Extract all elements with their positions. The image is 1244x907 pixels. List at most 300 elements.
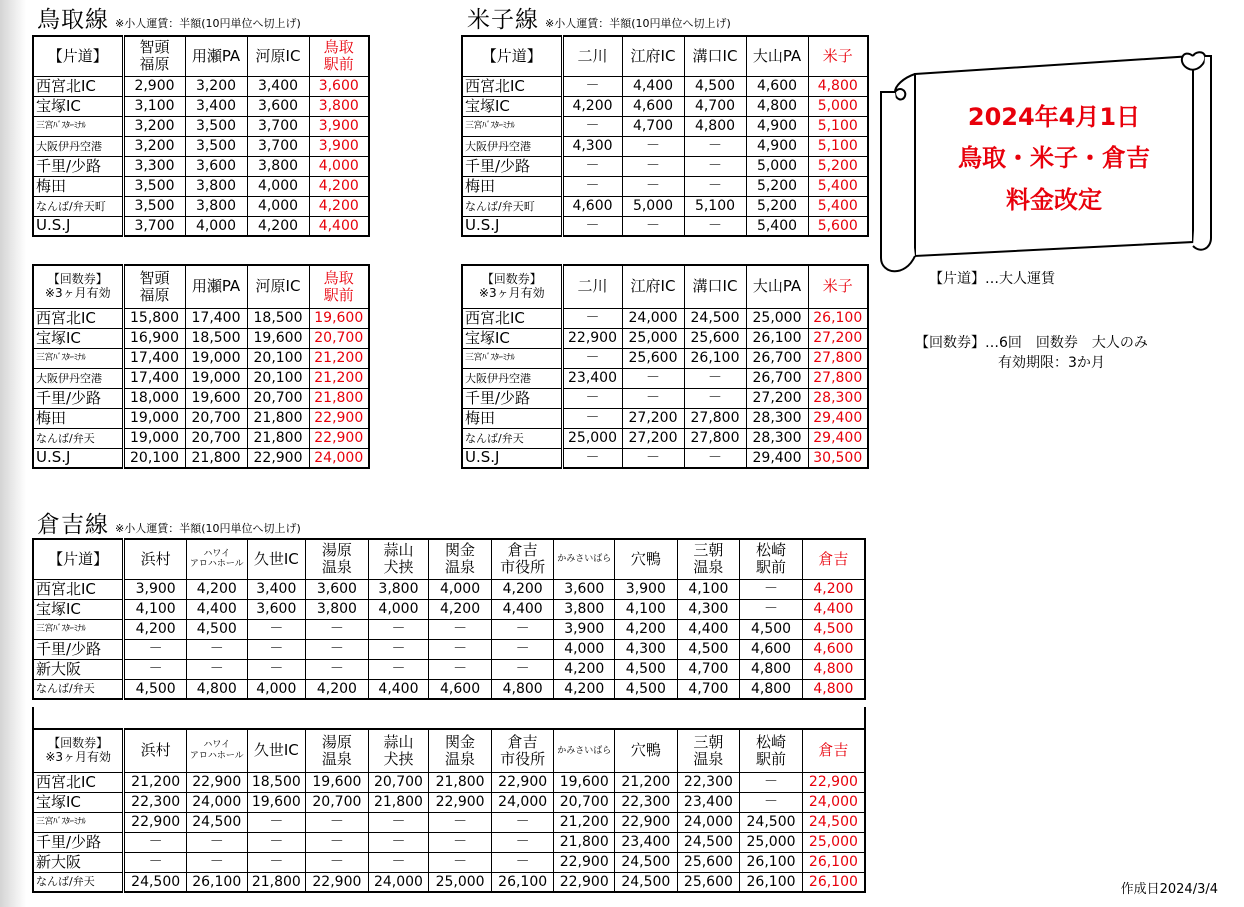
yonago-oneway-fare: 5,200 xyxy=(746,176,808,196)
kurayoshi-coupon-fare: 20,700 xyxy=(554,792,615,812)
kurayoshi-coupon-col-header: 倉吉 xyxy=(802,729,865,772)
tottori-coupon-origin: 三宮ﾊﾞｽﾀｰﾐﾅﾙ xyxy=(33,348,123,368)
yonago-oneway-row xyxy=(462,136,868,156)
kurayoshi-oneway-fare: 4,000 xyxy=(429,579,492,599)
yonago-coupon-fare: 27,200 xyxy=(622,428,684,448)
kurayoshi-oneway-col-header: 蒜山 犬挟 xyxy=(368,539,429,579)
kurayoshi-coupon-fare: 22,300 xyxy=(124,792,187,812)
kurayoshi-oneway-fare: － xyxy=(306,639,369,659)
tottori-oneway-fare: 3,800 xyxy=(185,176,247,196)
kurayoshi-coupon-fare: － xyxy=(740,772,803,792)
yonago-coupon-fare: － xyxy=(562,448,622,468)
yonago-oneway-fare: 5,000 xyxy=(808,96,868,116)
kurayoshi-coupon-fare: 26,100 xyxy=(491,872,554,892)
kurayoshi-coupon-col-header: 関金 温泉 xyxy=(429,729,492,772)
tottori-coupon-fare: 21,800 xyxy=(247,428,309,448)
yonago-oneway-fare: 4,200 xyxy=(562,96,622,116)
tottori-oneway-fare: 3,500 xyxy=(185,136,247,156)
kurayoshi-coupon-fare: 20,700 xyxy=(368,772,429,792)
kurayoshi-oneway-fare: 4,100 xyxy=(677,579,740,599)
kurayoshi-coupon-fare: － xyxy=(368,832,429,852)
tottori-coupon-fare: 17,400 xyxy=(123,368,185,388)
tottori-coupon-fare: 21,800 xyxy=(185,448,247,468)
kurayoshi-table-spacer xyxy=(32,707,866,728)
yonago-coupon-fare: 26,700 xyxy=(746,368,808,388)
kurayoshi-oneway-fare: 4,400 xyxy=(802,599,865,619)
kurayoshi-coupon-fare: 24,000 xyxy=(186,792,247,812)
kurayoshi-coupon-fare: － xyxy=(306,852,369,872)
tottori-coupon-fare: 20,100 xyxy=(247,368,309,388)
kurayoshi-oneway-fare: 4,100 xyxy=(615,599,678,619)
kurayoshi-oneway-fare: － xyxy=(247,659,306,679)
kurayoshi-oneway-fare: 4,200 xyxy=(429,599,492,619)
tottori-oneway-fare: 4,000 xyxy=(247,176,309,196)
kurayoshi-child-fare-note: ※小人運賃：半額(10円単位へ切上げ) xyxy=(115,522,301,535)
kurayoshi-coupon-col-header: 湯原 温泉 xyxy=(306,729,369,772)
tottori-coupon-fare: 20,700 xyxy=(309,328,369,348)
yonago-oneway-row xyxy=(462,156,868,176)
yonago-oneway-col-header: 溝口IC xyxy=(684,36,746,76)
tottori-oneway-fare: 3,200 xyxy=(185,76,247,96)
kurayoshi-oneway-corner-label: 【片道】 xyxy=(33,539,124,579)
kurayoshi-coupon-fare: － xyxy=(124,852,187,872)
yonago-oneway-fare: 5,400 xyxy=(808,196,868,216)
tottori-oneway-fare: 3,600 xyxy=(185,156,247,176)
yonago-oneway-table xyxy=(461,35,869,237)
tottori-oneway-fare: 2,900 xyxy=(123,76,185,96)
yonago-oneway-fare: 5,400 xyxy=(808,176,868,196)
kurayoshi-oneway-origin: 西宮北IC xyxy=(33,579,124,599)
revision-label: 料金改定 xyxy=(1006,186,1102,214)
tottori-coupon-row xyxy=(33,348,369,368)
tottori-oneway-col-header: 鳥取 駅前 xyxy=(309,36,369,76)
scroll-banner xyxy=(915,98,1193,220)
tottori-oneway-origin: なんば/弁天町 xyxy=(33,196,123,216)
yonago-oneway-fare: 4,400 xyxy=(622,76,684,96)
kurayoshi-coupon-fare: 24,500 xyxy=(615,852,678,872)
yonago-oneway-fare: 4,800 xyxy=(684,116,746,136)
revision-date: 2024年4月1日 xyxy=(967,103,1141,131)
tottori-oneway-fare: 3,700 xyxy=(247,136,309,156)
kurayoshi-oneway-fare: － xyxy=(306,619,369,639)
yonago-oneway-origin: 宝塚IC xyxy=(462,96,562,116)
yonago-coupon-fare: 30,500 xyxy=(808,448,868,468)
tottori-coupon-col-header: 用瀬PA xyxy=(185,265,247,308)
tottori-oneway-header-row xyxy=(33,36,369,76)
yonago-coupon-row xyxy=(462,428,868,448)
kurayoshi-oneway-fare: － xyxy=(429,639,492,659)
tottori-oneway-fare: 3,200 xyxy=(123,116,185,136)
kurayoshi-oneway-fare: 4,400 xyxy=(186,599,247,619)
tottori-coupon-col-header: 鳥取 駅前 xyxy=(309,265,369,308)
yonago-coupon-fare: 28,300 xyxy=(746,428,808,448)
kurayoshi-title-block xyxy=(37,514,301,537)
tottori-coupon-fare: 16,900 xyxy=(123,328,185,348)
tottori-coupon-fare: 21,800 xyxy=(247,408,309,428)
yonago-coupon-fare: 27,800 xyxy=(808,368,868,388)
tottori-coupon-col-header: 智頭 福原 xyxy=(123,265,185,308)
kurayoshi-oneway-fare: － xyxy=(124,639,187,659)
kurayoshi-coupon-fare: － xyxy=(124,832,187,852)
tottori-oneway-fare: 4,400 xyxy=(309,216,369,236)
kurayoshi-oneway-fare: 4,000 xyxy=(368,599,429,619)
kurayoshi-coupon-row xyxy=(33,872,865,892)
kurayoshi-coupon-fare: 24,000 xyxy=(491,792,554,812)
tottori-coupon-fare: 20,700 xyxy=(185,408,247,428)
kurayoshi-oneway-fare: 4,800 xyxy=(802,679,865,699)
yonago-coupon-fare: － xyxy=(684,448,746,468)
tottori-oneway-fare: 4,200 xyxy=(247,216,309,236)
kurayoshi-oneway-row xyxy=(33,599,865,619)
kurayoshi-coupon-fare: － xyxy=(429,812,492,832)
kurayoshi-coupon-fare: － xyxy=(491,812,554,832)
yonago-oneway-fare: 4,300 xyxy=(562,136,622,156)
kurayoshi-oneway-fare: 4,000 xyxy=(554,639,615,659)
kurayoshi-oneway-fare: 4,200 xyxy=(124,619,187,639)
kurayoshi-coupon-fare: 25,600 xyxy=(677,852,740,872)
tottori-coupon-origin: 千里/少路 xyxy=(33,388,123,408)
tottori-coupon-fare: 19,000 xyxy=(123,408,185,428)
tottori-oneway-fare: 3,100 xyxy=(123,96,185,116)
yonago-coupon-origin: 宝塚IC xyxy=(462,328,562,348)
kurayoshi-coupon-fare: 25,600 xyxy=(677,872,740,892)
kurayoshi-coupon-row xyxy=(33,832,865,852)
yonago-oneway-fare: － xyxy=(622,176,684,196)
kurayoshi-oneway-origin: 三宮ﾊﾞｽﾀｰﾐﾅﾙ xyxy=(33,619,124,639)
yonago-oneway-fare: 5,200 xyxy=(808,156,868,176)
kurayoshi-oneway-fare: 4,800 xyxy=(491,679,554,699)
yonago-oneway-fare: 5,100 xyxy=(684,196,746,216)
kurayoshi-coupon-fare: 22,900 xyxy=(802,772,865,792)
tottori-coupon-row xyxy=(33,368,369,388)
yonago-oneway-origin: 千里/少路 xyxy=(462,156,562,176)
yonago-coupon-col-header: 大山PA xyxy=(746,265,808,308)
kurayoshi-oneway-fare: 4,300 xyxy=(677,599,740,619)
kurayoshi-coupon-fare: 21,800 xyxy=(554,832,615,852)
kurayoshi-coupon-fare: 24,500 xyxy=(740,812,803,832)
kurayoshi-oneway-fare: 4,500 xyxy=(677,639,740,659)
kurayoshi-oneway-fare: － xyxy=(124,659,187,679)
kurayoshi-coupon-fare: － xyxy=(306,832,369,852)
tottori-oneway-row xyxy=(33,116,369,136)
kurayoshi-coupon-corner-label: 【回数券】 ※3ヶ月有効 xyxy=(33,729,124,772)
tottori-oneway-fare: 3,800 xyxy=(309,96,369,116)
yonago-coupon-col-header: 江府IC xyxy=(622,265,684,308)
kurayoshi-oneway-col-header: 浜村 xyxy=(124,539,187,579)
yonago-oneway-row xyxy=(462,216,868,236)
yonago-coupon-fare: 25,000 xyxy=(622,328,684,348)
kurayoshi-oneway-origin: なんば/弁天 xyxy=(33,679,124,699)
yonago-coupon-origin: 梅田 xyxy=(462,408,562,428)
kurayoshi-oneway-fare: 4,400 xyxy=(491,599,554,619)
tottori-oneway-fare: 3,600 xyxy=(309,76,369,96)
kurayoshi-coupon-fare: － xyxy=(491,832,554,852)
kurayoshi-coupon-table xyxy=(32,728,866,893)
yonago-coupon-fare: 24,500 xyxy=(684,308,746,328)
kurayoshi-oneway-fare: 4,500 xyxy=(615,679,678,699)
kurayoshi-coupon-fare: 22,900 xyxy=(306,872,369,892)
kurayoshi-coupon-fare: 24,500 xyxy=(677,832,740,852)
tottori-coupon-fare: 15,800 xyxy=(123,308,185,328)
kurayoshi-oneway-col-header: 穴鴨 xyxy=(615,539,678,579)
tottori-title-block xyxy=(37,9,301,32)
tottori-oneway-fare: 3,500 xyxy=(185,116,247,136)
tottori-coupon-corner-label: 【回数券】 ※3ヶ月有効 xyxy=(33,265,123,308)
kurayoshi-oneway-fare: 4,200 xyxy=(554,659,615,679)
yonago-coupon-row xyxy=(462,448,868,468)
yonago-coupon-fare: 28,300 xyxy=(746,408,808,428)
yonago-coupon-fare: 23,400 xyxy=(562,368,622,388)
kurayoshi-coupon-col-header: 蒜山 犬挟 xyxy=(368,729,429,772)
kurayoshi-oneway-fare: 3,900 xyxy=(554,619,615,639)
yonago-oneway-fare: － xyxy=(622,216,684,236)
kurayoshi-coupon-row xyxy=(33,792,865,812)
kurayoshi-oneway-col-header: ハワイ アロハホール xyxy=(186,539,247,579)
yonago-oneway-fare: 4,900 xyxy=(746,136,808,156)
yonago-coupon-fare: － xyxy=(562,308,622,328)
kurayoshi-oneway-fare: 4,500 xyxy=(615,659,678,679)
tottori-oneway-fare: 3,900 xyxy=(309,136,369,156)
kurayoshi-coupon-fare: 18,500 xyxy=(247,772,306,792)
yonago-coupon-fare: － xyxy=(622,388,684,408)
kurayoshi-oneway-fare: 4,500 xyxy=(124,679,187,699)
yonago-coupon-fare: 27,200 xyxy=(808,328,868,348)
kurayoshi-oneway-col-header: 倉吉 xyxy=(802,539,865,579)
kurayoshi-oneway-fare: 4,400 xyxy=(677,619,740,639)
yonago-coupon-fare: 26,100 xyxy=(684,348,746,368)
tottori-oneway-fare: 3,400 xyxy=(247,76,309,96)
kurayoshi-coupon-col-header: 倉吉 市役所 xyxy=(491,729,554,772)
kurayoshi-oneway-col-header: 久世IC xyxy=(247,539,306,579)
kurayoshi-oneway-fare: 4,500 xyxy=(186,619,247,639)
kurayoshi-oneway-fare: － xyxy=(368,659,429,679)
kurayoshi-coupon-col-header: 穴鴨 xyxy=(615,729,678,772)
tottori-coupon-row xyxy=(33,308,369,328)
kurayoshi-oneway-col-header: 倉吉 市役所 xyxy=(491,539,554,579)
kurayoshi-oneway-fare: 4,400 xyxy=(368,679,429,699)
yonago-coupon-origin: 西宮北IC xyxy=(462,308,562,328)
yonago-oneway-fare: 5,000 xyxy=(622,196,684,216)
kurayoshi-oneway-fare: － xyxy=(186,639,247,659)
kurayoshi-coupon-col-header: 久世IC xyxy=(247,729,306,772)
yonago-oneway-origin: 三宮ﾊﾞｽﾀｰﾐﾅﾙ xyxy=(462,116,562,136)
kurayoshi-coupon-col-header: 浜村 xyxy=(124,729,187,772)
yonago-oneway-fare: 4,600 xyxy=(746,76,808,96)
kurayoshi-oneway-row xyxy=(33,679,865,699)
tottori-oneway-origin: 宝塚IC xyxy=(33,96,123,116)
tottori-oneway-origin: U.S.J xyxy=(33,216,123,236)
kurayoshi-coupon-fare: － xyxy=(186,852,247,872)
tottori-coupon-fare: 21,200 xyxy=(309,368,369,388)
kurayoshi-oneway-fare: 4,200 xyxy=(554,679,615,699)
tottori-coupon-fare: 19,000 xyxy=(185,368,247,388)
yonago-coupon-fare: 25,600 xyxy=(684,328,746,348)
tottori-oneway-fare: 3,800 xyxy=(185,196,247,216)
kurayoshi-oneway-fare: 4,600 xyxy=(802,639,865,659)
kurayoshi-oneway-fare: 4,000 xyxy=(247,679,306,699)
kurayoshi-coupon-row xyxy=(33,772,865,792)
yonago-coupon-row xyxy=(462,408,868,428)
yonago-oneway-fare: 5,200 xyxy=(746,196,808,216)
yonago-oneway-fare: 5,600 xyxy=(808,216,868,236)
kurayoshi-coupon-fare: 22,300 xyxy=(677,772,740,792)
kurayoshi-coupon-fare: 24,000 xyxy=(368,872,429,892)
yonago-oneway-fare: － xyxy=(562,76,622,96)
yonago-oneway-fare: 4,600 xyxy=(622,96,684,116)
kurayoshi-oneway-fare: 3,900 xyxy=(615,579,678,599)
tottori-oneway-fare: 4,000 xyxy=(247,196,309,216)
yonago-coupon-origin: なんば/弁天 xyxy=(462,428,562,448)
tottori-oneway-fare: 4,000 xyxy=(185,216,247,236)
yonago-coupon-corner-label: 【回数券】 ※3ヶ月有効 xyxy=(462,265,562,308)
kurayoshi-oneway-fare: 4,800 xyxy=(802,659,865,679)
kurayoshi-coupon-fare: 20,700 xyxy=(306,792,369,812)
yonago-coupon-row xyxy=(462,348,868,368)
yonago-oneway-fare: － xyxy=(622,156,684,176)
tottori-coupon-fare: 20,700 xyxy=(247,388,309,408)
yonago-coupon-fare: 29,400 xyxy=(808,408,868,428)
kurayoshi-coupon-fare: 22,900 xyxy=(491,772,554,792)
yonago-coupon-fare: 25,600 xyxy=(622,348,684,368)
yonago-title-block xyxy=(467,9,731,32)
tottori-coupon-fare: 19,000 xyxy=(185,348,247,368)
page-edge-shadow xyxy=(0,0,26,907)
yonago-coupon-fare: 29,400 xyxy=(746,448,808,468)
yonago-coupon-fare: 26,100 xyxy=(808,308,868,328)
yonago-coupon-fare: － xyxy=(562,388,622,408)
tottori-oneway-row xyxy=(33,216,369,236)
tottori-oneway-row xyxy=(33,156,369,176)
tottori-oneway-fare: 3,400 xyxy=(185,96,247,116)
kurayoshi-oneway-fare: 4,800 xyxy=(740,659,803,679)
yonago-oneway-fare: － xyxy=(562,156,622,176)
created-date: 作成日2024/3/4 xyxy=(1120,882,1218,897)
tottori-coupon-table xyxy=(32,264,370,469)
kurayoshi-oneway-fare: － xyxy=(491,659,554,679)
kurayoshi-coupon-fare: － xyxy=(306,812,369,832)
kurayoshi-coupon-origin: なんば/弁天 xyxy=(33,872,124,892)
kurayoshi-coupon-fare: 21,200 xyxy=(554,812,615,832)
tottori-coupon-fare: 18,500 xyxy=(185,328,247,348)
kurayoshi-oneway-row xyxy=(33,619,865,639)
kurayoshi-coupon-fare: 22,900 xyxy=(554,872,615,892)
kurayoshi-oneway-fare: － xyxy=(429,659,492,679)
kurayoshi-oneway-origin: 宝塚IC xyxy=(33,599,124,619)
kurayoshi-oneway-fare: － xyxy=(491,619,554,639)
kurayoshi-oneway-col-header: 三朝 温泉 xyxy=(677,539,740,579)
kurayoshi-oneway-header-row xyxy=(33,539,865,579)
kurayoshi-oneway-fare: 3,600 xyxy=(554,579,615,599)
tottori-oneway-fare: 3,300 xyxy=(123,156,185,176)
yonago-coupon-fare: 27,800 xyxy=(684,428,746,448)
tottori-coupon-row xyxy=(33,428,369,448)
yonago-oneway-fare: 4,600 xyxy=(562,196,622,216)
kurayoshi-coupon-fare: 23,400 xyxy=(677,792,740,812)
kurayoshi-coupon-fare: － xyxy=(368,812,429,832)
tottori-title: 鳥取線 xyxy=(37,7,109,33)
yonago-oneway-fare: － xyxy=(562,216,622,236)
kurayoshi-coupon-fare: 24,000 xyxy=(802,792,865,812)
kurayoshi-oneway-fare: － xyxy=(247,639,306,659)
kurayoshi-coupon-row xyxy=(33,812,865,832)
tottori-coupon-origin: 宝塚IC xyxy=(33,328,123,348)
kurayoshi-coupon-col-header: ハワイ アロハホール xyxy=(186,729,247,772)
tottori-coupon-origin: 梅田 xyxy=(33,408,123,428)
tottori-coupon-fare: 17,400 xyxy=(185,308,247,328)
yonago-oneway-fare: 5,400 xyxy=(746,216,808,236)
tottori-oneway-fare: 3,500 xyxy=(123,176,185,196)
yonago-coupon-row xyxy=(462,308,868,328)
kurayoshi-oneway-fare: 4,700 xyxy=(677,679,740,699)
kurayoshi-coupon-fare: 22,900 xyxy=(615,812,678,832)
kurayoshi-coupon-fare: 22,900 xyxy=(554,852,615,872)
kurayoshi-oneway-fare: 3,800 xyxy=(554,599,615,619)
yonago-coupon-fare: 28,300 xyxy=(808,388,868,408)
kurayoshi-coupon-fare: 25,000 xyxy=(429,872,492,892)
yonago-oneway-header-row xyxy=(462,36,868,76)
kurayoshi-oneway-fare: 4,200 xyxy=(186,579,247,599)
yonago-oneway-row xyxy=(462,76,868,96)
yonago-oneway-fare: 4,700 xyxy=(622,116,684,136)
yonago-coupon-row xyxy=(462,328,868,348)
kurayoshi-coupon-fare: 19,600 xyxy=(554,772,615,792)
kurayoshi-coupon-fare: 26,100 xyxy=(802,872,865,892)
kurayoshi-oneway-fare: － xyxy=(429,619,492,639)
tottori-oneway-origin: 三宮ﾊﾞｽﾀｰﾐﾅﾙ xyxy=(33,116,123,136)
yonago-oneway-row xyxy=(462,116,868,136)
tottori-coupon-fare: 19,600 xyxy=(185,388,247,408)
tottori-coupon-row xyxy=(33,328,369,348)
kurayoshi-oneway-fare: 4,100 xyxy=(124,599,187,619)
kurayoshi-oneway-fare: 4,600 xyxy=(740,639,803,659)
yonago-oneway-fare: － xyxy=(684,136,746,156)
kurayoshi-coupon-fare: 24,000 xyxy=(677,812,740,832)
yonago-coupon-col-header: 溝口IC xyxy=(684,265,746,308)
yonago-coupon-fare: － xyxy=(562,348,622,368)
yonago-coupon-origin: 大阪伊丹空港 xyxy=(462,368,562,388)
tottori-oneway-origin: 梅田 xyxy=(33,176,123,196)
yonago-coupon-origin: U.S.J xyxy=(462,448,562,468)
yonago-coupon-fare: 25,000 xyxy=(562,428,622,448)
yonago-oneway-col-header: 二川 xyxy=(562,36,622,76)
kurayoshi-coupon-row xyxy=(33,852,865,872)
yonago-coupon-fare: － xyxy=(622,448,684,468)
yonago-coupon-origin: 千里/少路 xyxy=(462,388,562,408)
kurayoshi-oneway-fare: 4,700 xyxy=(677,659,740,679)
tottori-oneway-origin: 西宮北IC xyxy=(33,76,123,96)
tottori-coupon-origin: なんば/弁天 xyxy=(33,428,123,448)
yonago-coupon-fare: 27,800 xyxy=(684,408,746,428)
yonago-title: 米子線 xyxy=(467,7,539,33)
kurayoshi-coupon-fare: 19,600 xyxy=(247,792,306,812)
kurayoshi-oneway-fare: － xyxy=(306,659,369,679)
kurayoshi-coupon-fare: － xyxy=(186,832,247,852)
tottori-coupon-fare: 22,900 xyxy=(309,408,369,428)
yonago-oneway-fare: － xyxy=(684,216,746,236)
kurayoshi-oneway-col-header: 関金 温泉 xyxy=(429,539,492,579)
yonago-coupon-row xyxy=(462,388,868,408)
kurayoshi-coupon-fare: 26,100 xyxy=(802,852,865,872)
kurayoshi-coupon-fare: 22,900 xyxy=(124,812,187,832)
kurayoshi-coupon-fare: 26,100 xyxy=(740,852,803,872)
tottori-coupon-fare: 19,600 xyxy=(309,308,369,328)
kurayoshi-oneway-fare: 4,600 xyxy=(429,679,492,699)
yonago-oneway-row xyxy=(462,196,868,216)
tottori-coupon-fare: 22,900 xyxy=(309,428,369,448)
yonago-coupon-fare: 25,000 xyxy=(746,308,808,328)
kurayoshi-oneway-fare: 4,200 xyxy=(615,619,678,639)
yonago-coupon-fare: － xyxy=(684,388,746,408)
